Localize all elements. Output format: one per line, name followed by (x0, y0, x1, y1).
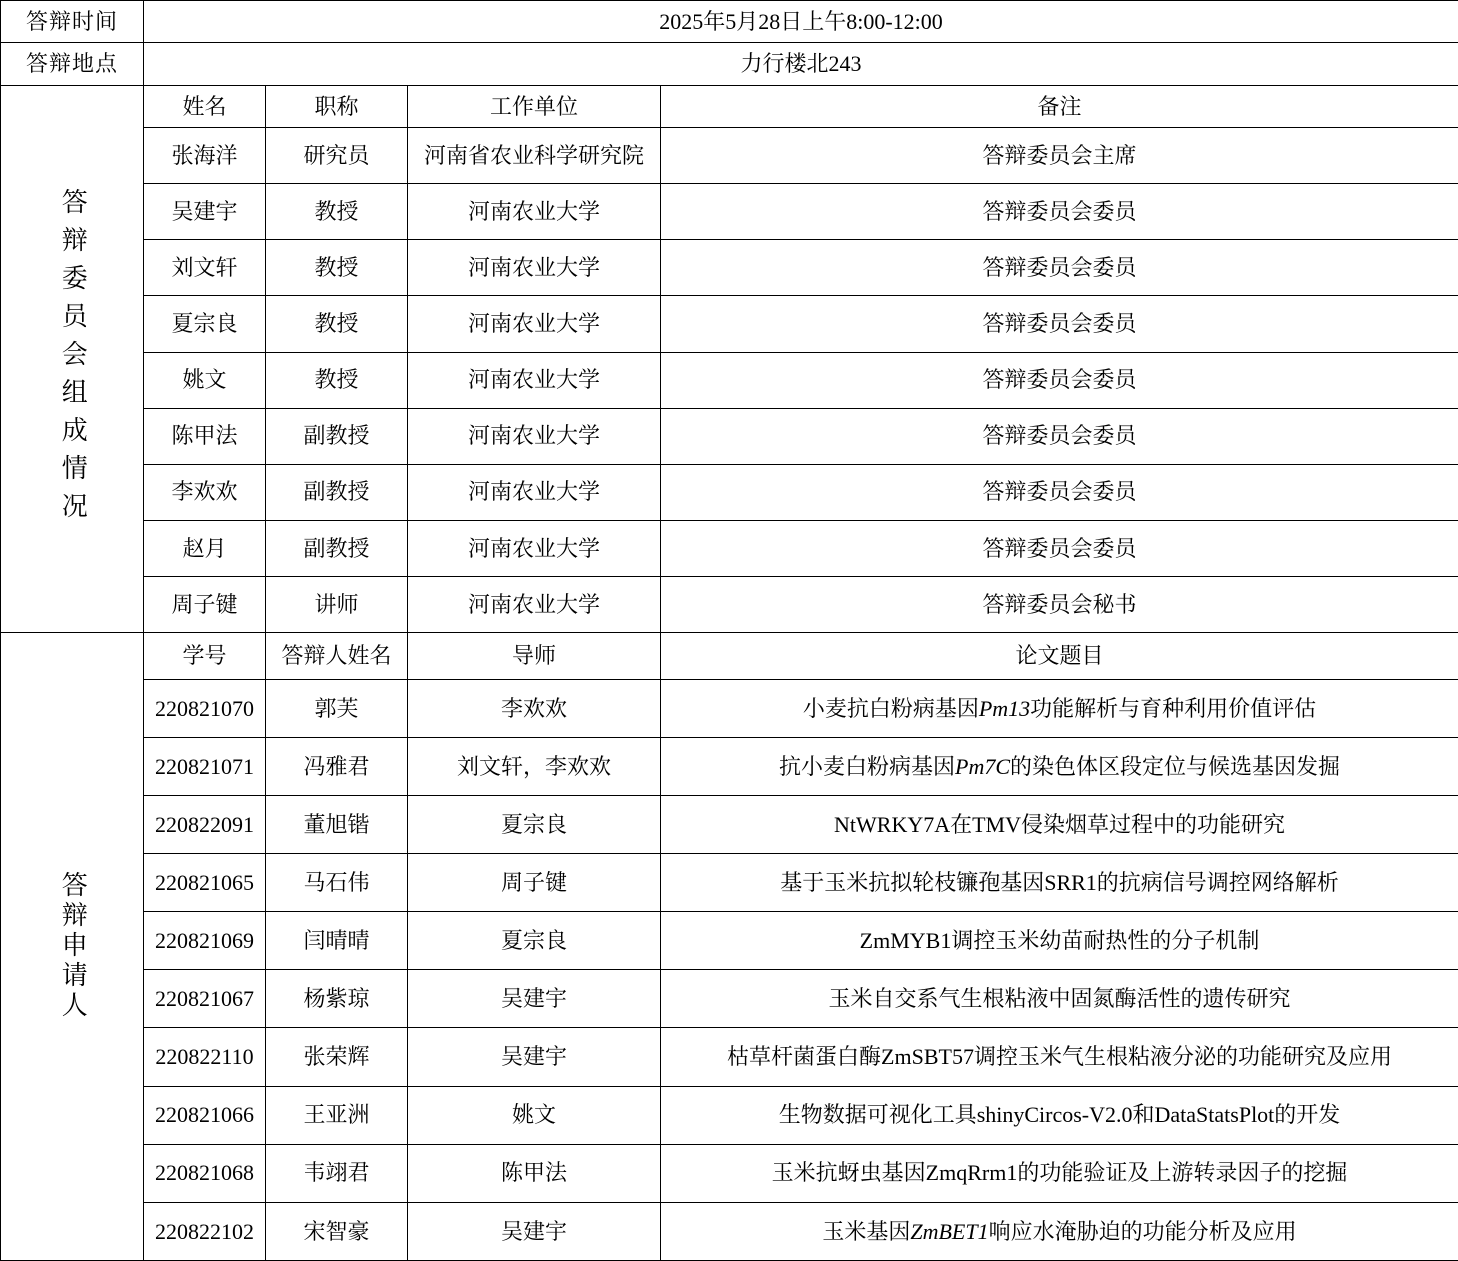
member-name-cell: 张海洋 (144, 128, 266, 184)
student-id-cell: 220821071 (144, 738, 266, 796)
member-role-cell: 答辩委员会委员 (661, 520, 1458, 576)
committee-member-row (1, 184, 1458, 240)
thesis-title-segment: 抗小麦白粉病基因 (778, 753, 955, 779)
member-affiliation-cell: 河南农业大学 (408, 240, 661, 296)
applicants-header-thesis-title: 论文题目 (661, 632, 1458, 679)
student-id-cell: 220822091 (144, 796, 266, 854)
member-role-cell: 答辩委员会秘书 (661, 576, 1458, 632)
member-affiliation-cell: 河南农业大学 (408, 352, 661, 408)
member-name-cell: 赵月 (144, 520, 266, 576)
member-title-cell: 讲师 (266, 576, 408, 632)
member-role-cell: 答辩委员会委员 (661, 240, 1458, 296)
member-role-cell: 答辩委员会主席 (661, 128, 1458, 184)
advisor-cell: 姚文 (408, 1086, 661, 1144)
committee-member-row (1, 128, 1458, 184)
applicant-row (1, 796, 1458, 854)
applicant-row (1, 970, 1458, 1028)
member-role-cell: 答辩委员会委员 (661, 296, 1458, 352)
member-affiliation-cell: 河南省农业科学研究院 (408, 128, 661, 184)
member-affiliation-cell: 河南农业大学 (408, 408, 661, 464)
advisor-cell: 李欢欢 (408, 679, 661, 737)
applicants-section-label: 答辩申请人 (58, 871, 88, 1022)
defense-time-row (1, 1, 1458, 43)
thesis-title-segment: 的染色体区段定位与候选基因发掘 (1010, 753, 1341, 779)
thesis-title-cell (661, 1086, 1458, 1144)
thesis-title-segment: ZmMYB1调控玉米幼苗耐热性的分子机制 (859, 928, 1260, 954)
member-name-cell: 吴建宇 (144, 184, 266, 240)
defense-location-label: 答辩地点 (1, 43, 144, 86)
thesis-title-segment: 玉米自交系气生根粘液中固氮酶活性的遗传研究 (828, 986, 1291, 1012)
thesis-title-cell (661, 679, 1458, 737)
applicant-name-cell: 马石伟 (266, 854, 408, 912)
committee-member-row (1, 520, 1458, 576)
member-title-cell: 研究员 (266, 128, 408, 184)
member-title-cell: 副教授 (266, 520, 408, 576)
committee-member-row (1, 296, 1458, 352)
member-role-cell: 答辩委员会委员 (661, 464, 1458, 520)
member-affiliation-cell: 河南农业大学 (408, 576, 661, 632)
committee-member-row (1, 352, 1458, 408)
thesis-title-cell (661, 970, 1458, 1028)
student-id-cell: 220821069 (144, 912, 266, 970)
applicant-row (1, 912, 1458, 970)
applicants-header-name: 答辩人姓名 (266, 632, 408, 679)
defense-time-value: 2025年5月28日上午8:00-12:00 (144, 1, 1458, 43)
advisor-cell: 吴建宇 (408, 1202, 661, 1260)
applicant-row (1, 679, 1458, 737)
applicant-row (1, 738, 1458, 796)
thesis-title-segment: 功能解析与育种利用价值评估 (1030, 695, 1317, 721)
applicant-name-cell: 郭芙 (266, 679, 408, 737)
committee-header-name: 姓名 (144, 86, 266, 128)
thesis-title-segment: 玉米基因 (822, 1218, 911, 1244)
thesis-title-segment: 小麦抗白粉病基因 (802, 695, 979, 721)
applicant-name-cell: 冯雅君 (266, 738, 408, 796)
committee-header-remark: 备注 (661, 86, 1458, 128)
student-id-cell: 220821068 (144, 1144, 266, 1202)
advisor-cell: 周子键 (408, 854, 661, 912)
committee-member-row (1, 576, 1458, 632)
advisor-cell: 吴建宇 (408, 970, 661, 1028)
member-role-cell: 答辩委员会委员 (661, 408, 1458, 464)
thesis-title-cell (661, 854, 1458, 912)
student-id-cell: 220821070 (144, 679, 266, 737)
member-affiliation-cell: 河南农业大学 (408, 520, 661, 576)
thesis-title-cell (661, 738, 1458, 796)
applicant-row (1, 1028, 1458, 1086)
member-name-cell: 周子键 (144, 576, 266, 632)
committee-member-row (1, 408, 1458, 464)
committee-header-row (1, 86, 1458, 128)
thesis-title-cell (661, 1202, 1458, 1260)
thesis-title-cell (661, 1144, 1458, 1202)
member-title-cell: 教授 (266, 352, 408, 408)
applicants-header-student-id: 学号 (144, 632, 266, 679)
applicant-name-cell: 闫晴晴 (266, 912, 408, 970)
member-name-cell: 夏宗良 (144, 296, 266, 352)
member-role-cell: 答辩委员会委员 (661, 352, 1458, 408)
member-title-cell: 副教授 (266, 408, 408, 464)
committee-header-title: 职称 (266, 86, 408, 128)
thesis-title-segment: Pm13 (978, 695, 1031, 721)
advisor-cell: 陈甲法 (408, 1144, 661, 1202)
committee-member-row (1, 240, 1458, 296)
thesis-title-cell (661, 912, 1458, 970)
advisor-cell: 夏宗良 (408, 912, 661, 970)
thesis-title-cell (661, 796, 1458, 854)
member-affiliation-cell: 河南农业大学 (408, 296, 661, 352)
student-id-cell: 220822110 (144, 1028, 266, 1086)
thesis-title-segment: 生物数据可视化工具shinyCircos-V2.0和DataStatsPlot的开发 (778, 1102, 1341, 1128)
thesis-title-segment: Pm7C (955, 753, 1010, 779)
thesis-title-segment: 玉米抗蚜虫基因ZmqRrm1的功能验证及上游转录因子的挖掘 (771, 1160, 1348, 1186)
applicant-row (1, 1086, 1458, 1144)
committee-section-label: 答辩委员会组成情况 (58, 188, 88, 530)
thesis-title-segment: NtWRKY7A在TMV侵染烟草过程中的功能研究 (834, 811, 1285, 837)
applicant-name-cell: 张荣辉 (266, 1028, 408, 1086)
defense-time-label: 答辩时间 (1, 1, 144, 43)
member-role-cell: 答辩委员会委员 (661, 184, 1458, 240)
member-title-cell: 副教授 (266, 464, 408, 520)
applicants-header-advisor: 导师 (408, 632, 661, 679)
thesis-title-cell (661, 1028, 1458, 1086)
applicant-row (1, 1144, 1458, 1202)
thesis-title-segment: 枯草杆菌蛋白酶ZmSBT57调控玉米气生根粘液分泌的功能研究及应用 (727, 1044, 1392, 1070)
applicant-name-cell: 韦翊君 (266, 1144, 408, 1202)
member-name-cell: 刘文轩 (144, 240, 266, 296)
student-id-cell: 220821066 (144, 1086, 266, 1144)
student-id-cell: 220821065 (144, 854, 266, 912)
member-name-cell: 陈甲法 (144, 408, 266, 464)
member-title-cell: 教授 (266, 296, 408, 352)
applicant-name-cell: 杨紫琼 (266, 970, 408, 1028)
committee-member-row (1, 464, 1458, 520)
committee-header-affiliation: 工作单位 (408, 86, 661, 128)
advisor-cell: 刘文轩，李欢欢 (408, 738, 661, 796)
applicants-header-row (1, 632, 1458, 679)
applicant-name-cell: 董旭锴 (266, 796, 408, 854)
student-id-cell: 220822102 (144, 1202, 266, 1260)
member-affiliation-cell: 河南农业大学 (408, 184, 661, 240)
defense-location-value: 力行楼北243 (144, 43, 1458, 86)
advisor-cell: 吴建宇 (408, 1028, 661, 1086)
applicant-name-cell: 王亚洲 (266, 1086, 408, 1144)
thesis-title-segment: ZmBET1 (910, 1218, 989, 1244)
applicant-row (1, 1202, 1458, 1260)
member-name-cell: 李欢欢 (144, 464, 266, 520)
applicant-name-cell: 宋智豪 (266, 1202, 408, 1260)
thesis-title-segment: 响应水淹胁迫的功能分析及应用 (988, 1218, 1297, 1244)
advisor-cell: 夏宗良 (408, 796, 661, 854)
member-affiliation-cell: 河南农业大学 (408, 464, 661, 520)
member-title-cell: 教授 (266, 184, 408, 240)
member-name-cell: 姚文 (144, 352, 266, 408)
member-title-cell: 教授 (266, 240, 408, 296)
committee-section-label-cell (1, 86, 144, 633)
applicant-row (1, 854, 1458, 912)
applicants-section-label-cell (1, 632, 144, 1260)
defense-location-row (1, 43, 1458, 86)
thesis-title-segment: 基于玉米抗拟轮枝镰孢基因SRR1的抗病信号调控网络解析 (780, 869, 1339, 895)
student-id-cell: 220821067 (144, 970, 266, 1028)
